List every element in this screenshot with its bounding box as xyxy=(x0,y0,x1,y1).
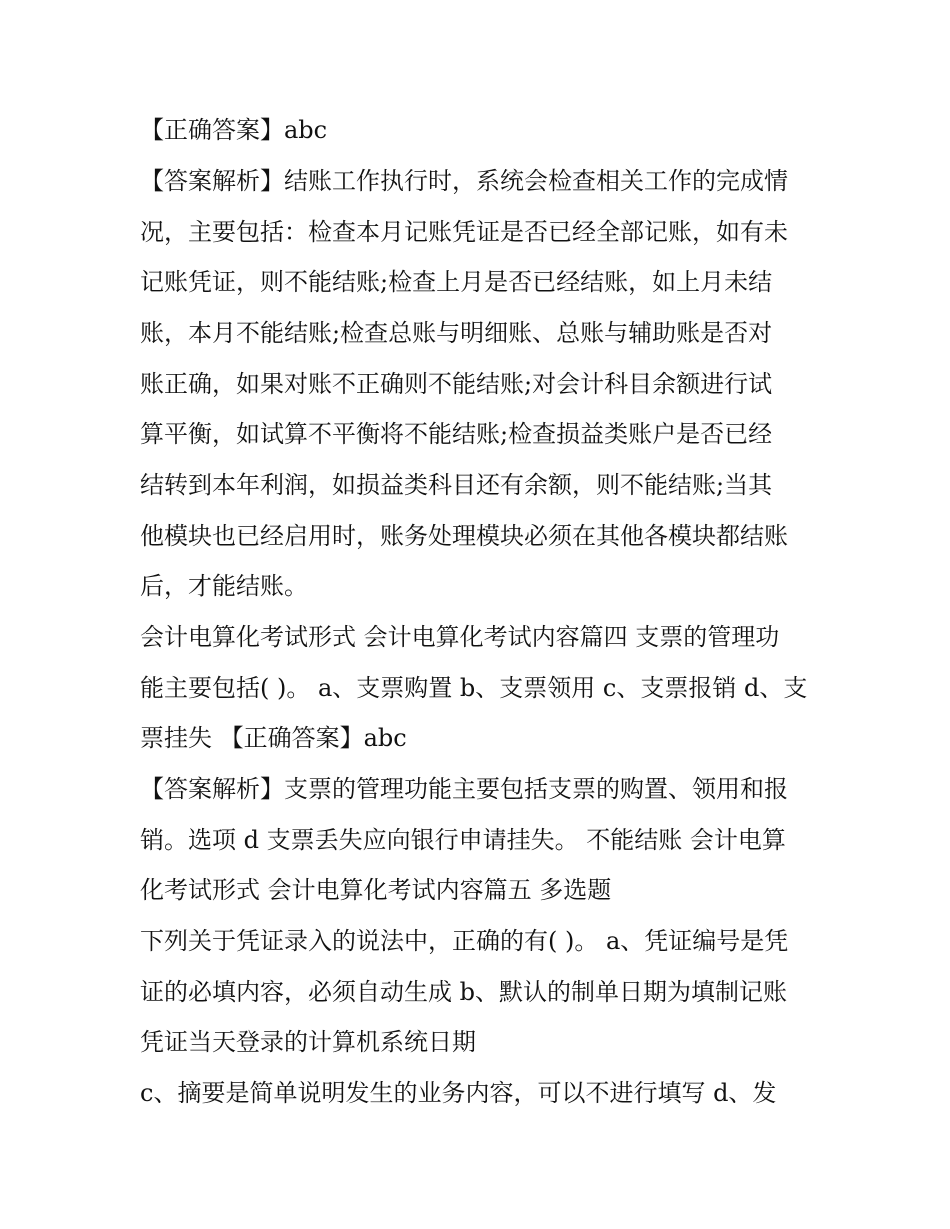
text-line: 【答案解析】支票的管理功能主要包括支票的购置、领用和报 xyxy=(140,775,788,803)
text-line: 【答案解析】结账工作执行时，系统会检查相关工作的完成情 xyxy=(140,167,788,195)
text-line: 会计电算化考试形式 会计电算化考试内容篇四 支票的管理功 xyxy=(140,623,780,651)
text-line: 【正确答案】abc xyxy=(140,116,328,144)
text-line: 证的必填内容，必须自动生成 b、默认的制单日期为填制记账 xyxy=(140,978,787,1006)
text-line: 记账凭证，则不能结账;检查上月是否已经结账，如上月未结 xyxy=(140,268,773,296)
text-line: 结转到本年利润，如损益类科目还有余额，则不能结账;当其 xyxy=(140,471,773,499)
text-line: 算平衡，如试算不平衡将不能结账;检查损益类账户是否已经 xyxy=(140,420,773,448)
text-line: 况，主要包括：检查本月记账凭证是否已经全部记账，如有未 xyxy=(140,218,788,246)
text-line: 他模块也已经启用时，账务处理模块必须在其他各模块都结账 xyxy=(140,522,788,550)
text-line: 凭证当天登录的计算机系统日期 xyxy=(140,1028,476,1056)
text-line: 化考试形式 会计电算化考试内容篇五 多选题 xyxy=(140,876,612,904)
text-line: 销。选项 d 支票丢失应向银行申请挂失。 不能结账 会计电算 xyxy=(140,826,786,854)
text-line: 下列关于凭证录入的说法中，正确的有( )。 a、凭证编号是凭 xyxy=(140,927,789,955)
text-line: 票挂失 【正确答案】abc xyxy=(140,724,407,752)
text-line: 账正确，如果对账不正确则不能结账;对会计科目余额进行试 xyxy=(140,370,773,398)
text-line: 账，本月不能结账;检查总账与明细账、总账与辅助账是否对 xyxy=(140,319,773,347)
text-line: 后，才能结账。 xyxy=(140,572,308,600)
text-line: 能主要包括( )。 a、支票购置 b、支票领用 c、支票报销 d、支 xyxy=(140,674,808,702)
text-line: c、摘要是简单说明发生的业务内容，可以不进行填写 d、发 xyxy=(140,1079,777,1107)
